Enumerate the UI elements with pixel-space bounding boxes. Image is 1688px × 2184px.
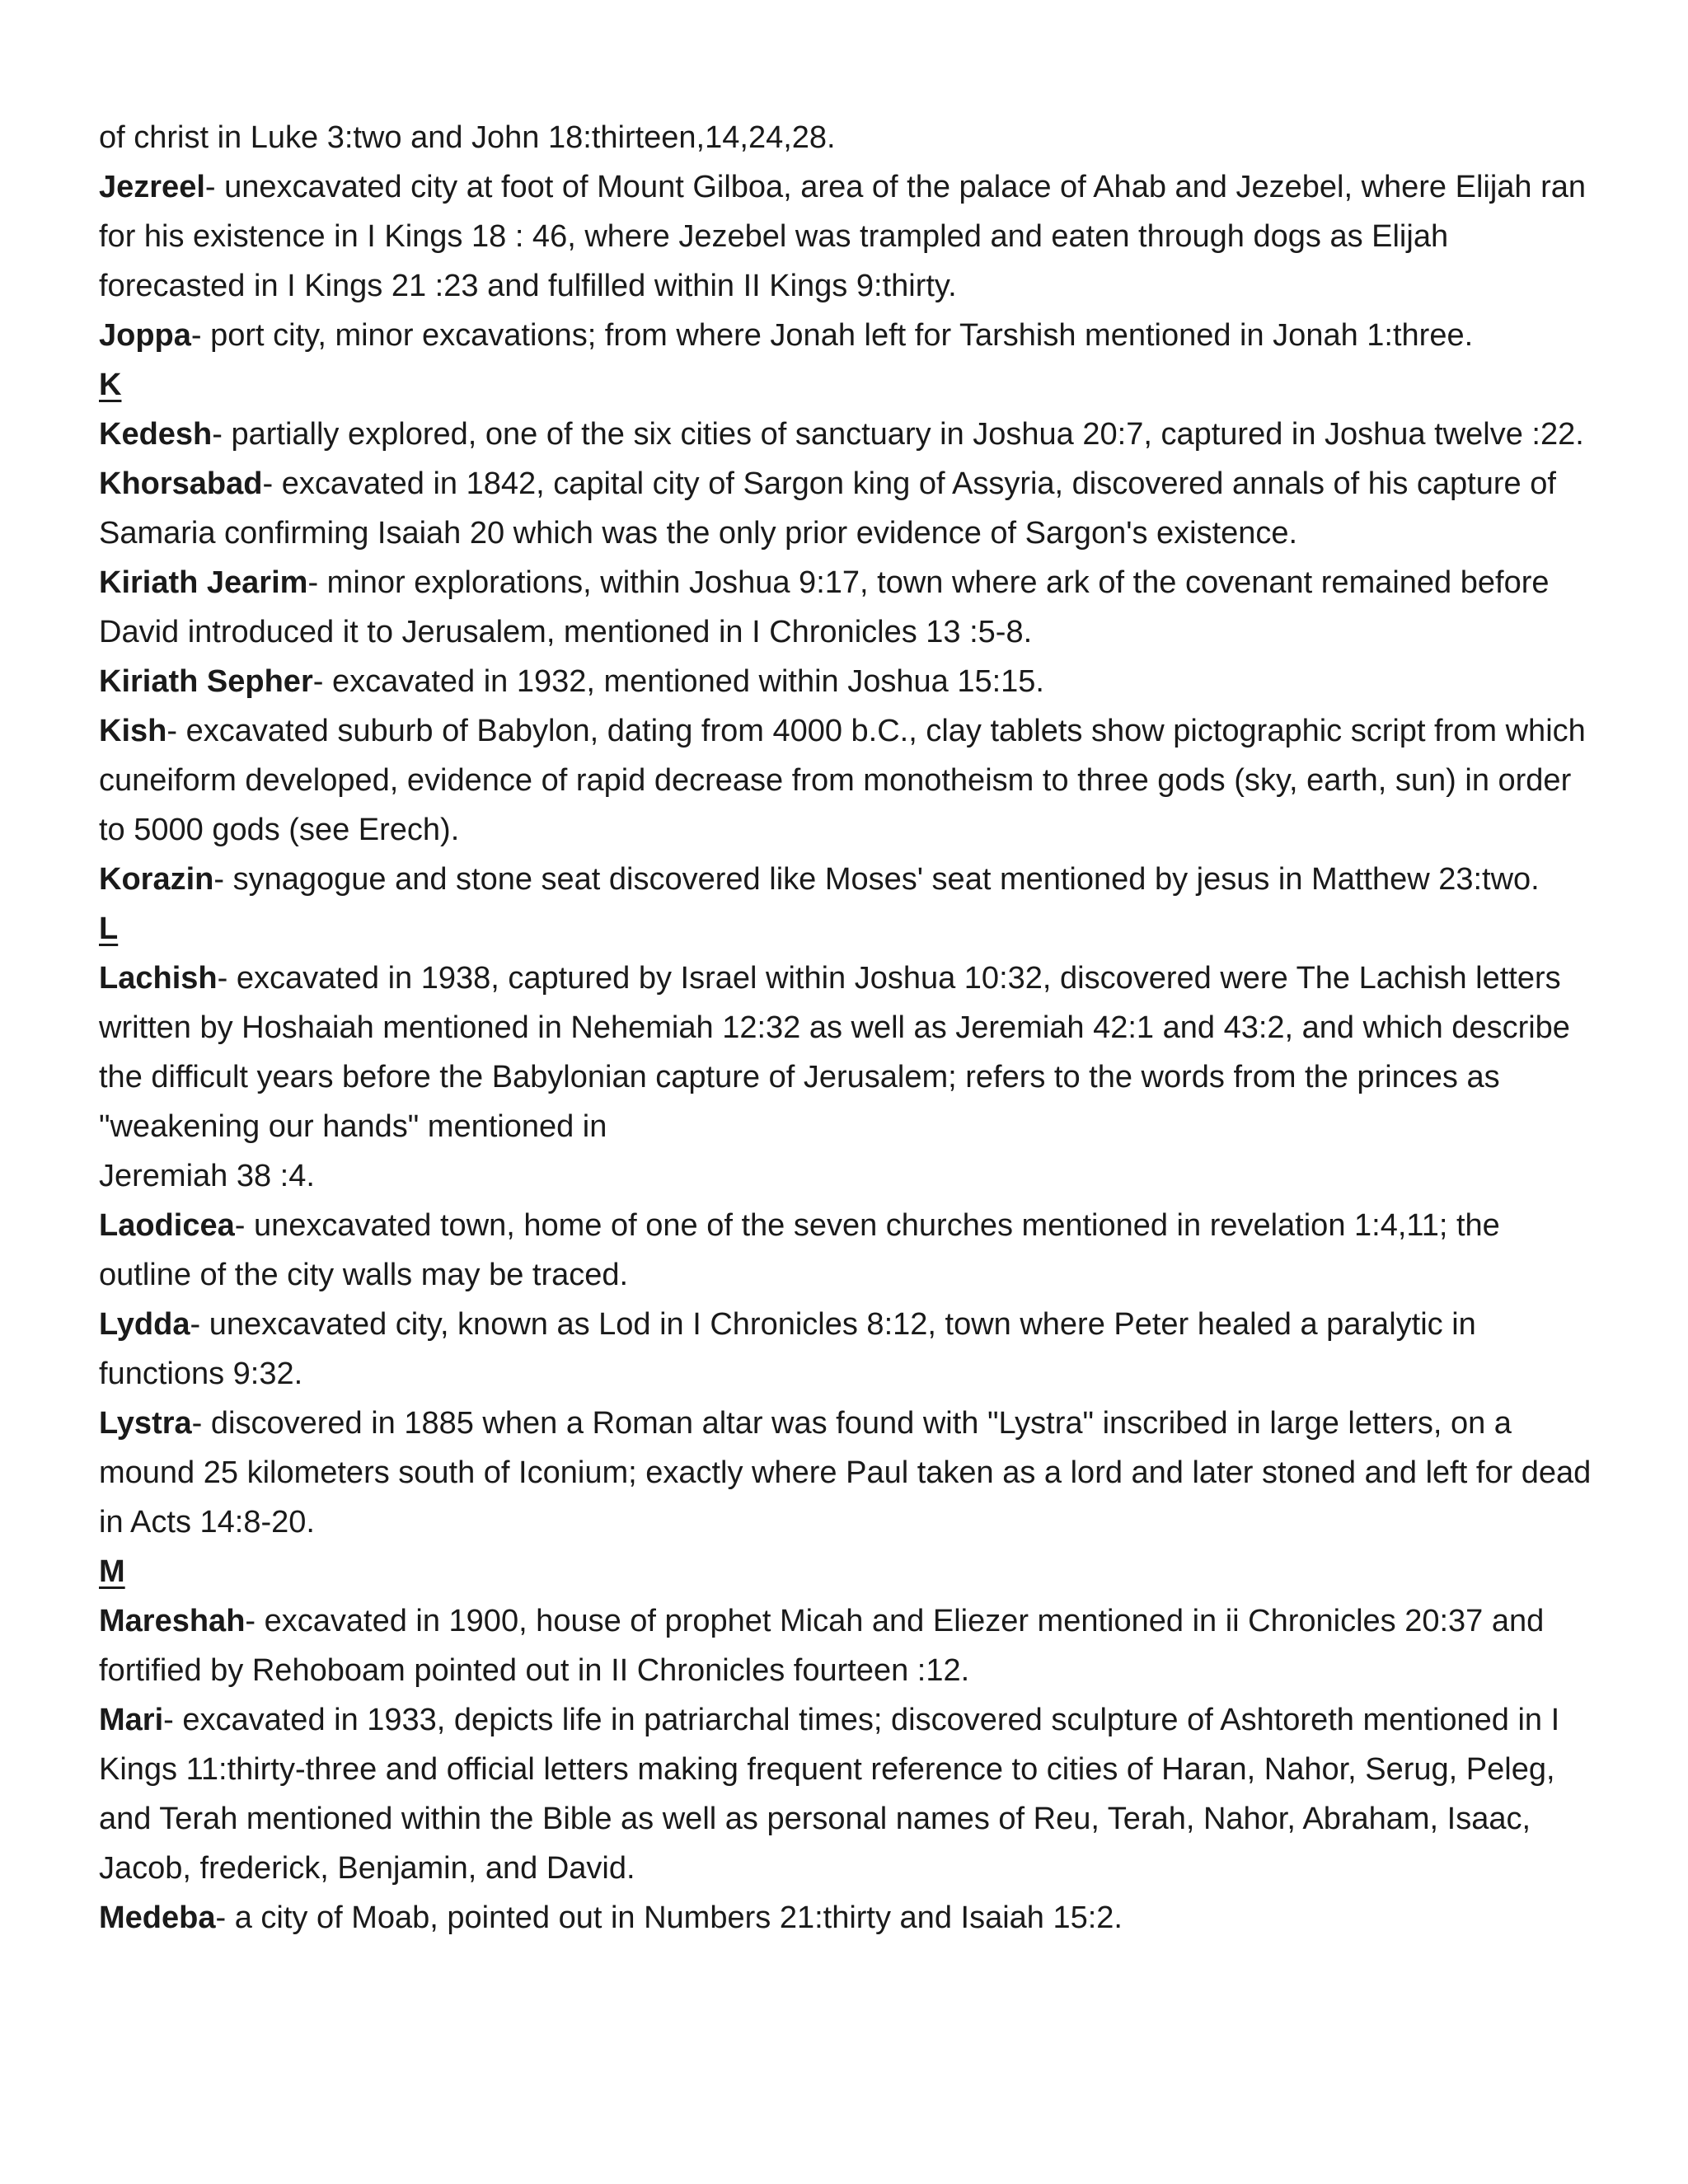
entry-term: Jezreel [99, 170, 205, 204]
entry-lydda [99, 1300, 1599, 1399]
entry-jezreel [99, 162, 1599, 311]
section-letter-k-row [99, 360, 1599, 410]
entry-lachish [99, 954, 1599, 1151]
entry-kedesh [99, 410, 1599, 459]
entry-term: Joppa [99, 318, 191, 353]
jeremiah-tail-line: Jeremiah 38 :4. [99, 1159, 315, 1193]
entry-text: - excavated in 1933, depicts life in patriarchal times; discovered sculpture of Ashtoreth mentioned in I Kings 11:thirty-three and official letters making frequent reference to cities of Haran, Nahor, Serug, Peleg, and Terah mentioned within the Bible as well as personal names of Reu, Terah, Nahor, Abraham, Isaac, Jacob, frederick, Benjamin, and David. [99, 1703, 1560, 1886]
entry-text: - unexcavated town, home of one of the seven churches mentioned in revelation 1:4,11; the outline of the city walls may be traced. [99, 1208, 1500, 1292]
entry-lystra [99, 1399, 1599, 1547]
entry-text: - excavated in 1938, captured by Israel within Joshua 10:32, discovered were The Lachish letters written by Hoshaiah mentioned in Nehemiah 12:32 as well as Jeremiah 42:1 and 43:2, and which describe the difficult years before the Babylonian capture of Jerusalem; refers to the words from the princes as "weakening our hands" mentioned in [99, 961, 1570, 1144]
entry-khorsabad [99, 459, 1599, 558]
entry-text: - synagogue and stone seat discovered like Moses' seat mentioned by jesus in Matthew 23:two. [213, 862, 1540, 897]
entry-korazin [99, 855, 1599, 904]
entry-term: Kish [99, 714, 167, 748]
entry-joppa [99, 311, 1599, 360]
entry-text: - minor explorations, within Joshua 9:17, town where ark of the covenant remained before David introduced it to Jerusalem, mentioned in I Chronicles 13 :5-8. [99, 565, 1550, 649]
entry-text: - unexcavated city, known as Lod in I Chronicles 8:12, town where Peter healed a paralytic in functions 9:32. [99, 1307, 1476, 1391]
entry-laodicea [99, 1201, 1599, 1300]
section-letter-l-row [99, 904, 1599, 954]
entry-text: - excavated in 1932, mentioned within Joshua 15:15. [312, 664, 1044, 699]
section-letter-l: L [99, 912, 119, 946]
entry-term: Mari [99, 1703, 164, 1737]
entry-text: - a city of Moab, pointed out in Numbers 21:thirty and Isaiah 15:2. [215, 1900, 1123, 1935]
entry-term: Kiriath Sepher [99, 664, 313, 699]
entry-term: Medeba [99, 1900, 216, 1935]
continuation-line: of christ in Luke 3:two and John 18:thirteen,14,24,28. [99, 120, 836, 155]
entry-text: - excavated in 1842, capital city of Sargon king of Assyria, discovered annals of his capture of Samaria confirming Isaiah 20 which was the only prior evidence of Sargon's existence. [99, 466, 1556, 551]
entry-text: - port city, minor excavations; from where Jonah left for Tarshish mentioned in Jonah 1:three. [190, 318, 1474, 353]
entry-text: - partially explored, one of the six cities of sanctuary in Joshua 20:7, captured in Joshua twelve :22. [212, 417, 1584, 452]
entry-term: Korazin [99, 862, 214, 897]
entry-text: - excavated in 1900, house of prophet Micah and Eliezer mentioned in ii Chronicles 20:37 and fortified by Rehoboam pointed out in II Chronicles fourteen :12. [99, 1604, 1545, 1688]
section-letter-m: M [99, 1554, 125, 1589]
entry-term: Lystra [99, 1406, 192, 1441]
entry-term: Kiriath Jearim [99, 565, 308, 600]
entry-text: - discovered in 1885 when a Roman altar was found with "Lystra" inscribed in large letters, on a mound 25 kilometers south of Iconium; exactly where Paul taken as a lord and later stoned and left for dead in Acts 14:8-20. [99, 1406, 1592, 1540]
document-page [99, 113, 1599, 1943]
entry-term: Kedesh [99, 417, 213, 452]
entry-term: Mareshah [99, 1604, 246, 1638]
section-letter-m-row [99, 1547, 1599, 1596]
entry-kish [99, 706, 1599, 855]
entry-term: Laodicea [99, 1208, 235, 1243]
entry-mareshah [99, 1596, 1599, 1695]
entry-kiriath-sepher [99, 657, 1599, 706]
entry-medeba [99, 1893, 1599, 1943]
entry-mari [99, 1695, 1599, 1893]
entry-text: - excavated suburb of Babylon, dating from 4000 b.C., clay tablets show pictographic script from which cuneiform developed, evidence of rapid decrease from monotheism to three gods (sky, earth, sun) in order to 5000 gods (see Erech). [99, 714, 1586, 847]
entry-term: Khorsabad [99, 466, 263, 501]
entry-text: - unexcavated city at foot of Mount Gilboa, area of the palace of Ahab and Jezebel, where Elijah ran for his existence in I Kings 18 : 46, where Jezebel was trampled and eaten through dogs as Elijah forecasted in I Kings 21 :23 and fulfilled within II Kings 9:thirty. [99, 170, 1587, 303]
entry-term: Lachish [99, 961, 218, 996]
entry-kiriath-jearim [99, 558, 1599, 657]
entry-term: Lydda [99, 1307, 190, 1342]
section-letter-k: K [99, 368, 122, 402]
